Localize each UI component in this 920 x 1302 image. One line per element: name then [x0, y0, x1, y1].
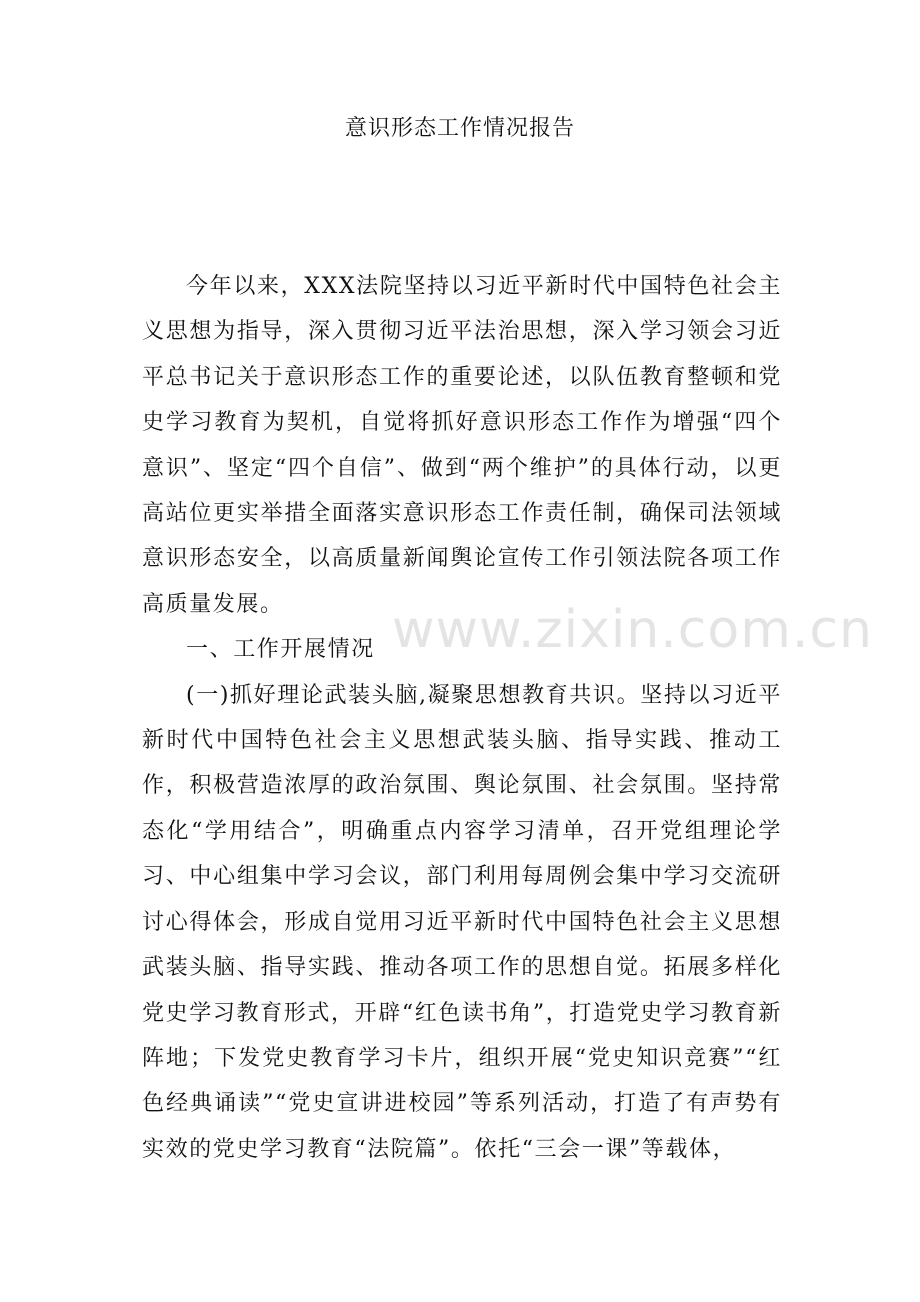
watermark: www.zixin.com.cn	[392, 600, 873, 660]
paragraph-intro: 今年以来，XXX法院坚持以习近平新时代中国特色社会主义思想为指导，深入贯彻习近平法治思想，深入学习领会习近平总书记关于意识形态工作的重要论述，以队伍教育整顿和党史学习教育为契机，自觉将抓好意识形态工作作为增强“四个意识”、坚定“四个自信”、做到“两个维护”的具体行动，以更高站位更实举措全面落实意识形态工作责任制，确保司法领域意识形态安全，以高质量新闻舆论宣传工作引领法院各项工作高质量发展。	[142, 274, 782, 617]
paragraph-theory-study: (一)抓好理论武装头脑,凝聚思想教育共识。坚持以习近平新时代中国特色社会主义思想武装头脑、指导实践、推动工作，积极营造浓厚的政治氛围、舆论氛围、社会氛围。坚持常态化“学用结合”，明确重点内容学习清单，召开党组理论学习、中心组集中学习会议，部门利用每周例会集中学习交流研讨心得体会，形成自觉用习近平新时代中国特色社会主义思想武装头脑、指导实践、推动各项工作的思想自觉。拓展多样化党史学习教育形式，开辟“红色读书角”，打造党史学习教育新阵地；下发党史教育学习卡片，组织开展“党史知识竞赛”“红色经典诵读”“党史宣讲进校园”等系列活动，打造了有声势有实效的党史学习教育“法院篇”。依托“三会一课”等载体，	[142, 682, 782, 1162]
section-heading-1: 一、工作开展情况	[186, 637, 375, 663]
document-title: 意识形态工作情况报告	[344, 116, 575, 141]
document-body	[142, 264, 782, 1172]
